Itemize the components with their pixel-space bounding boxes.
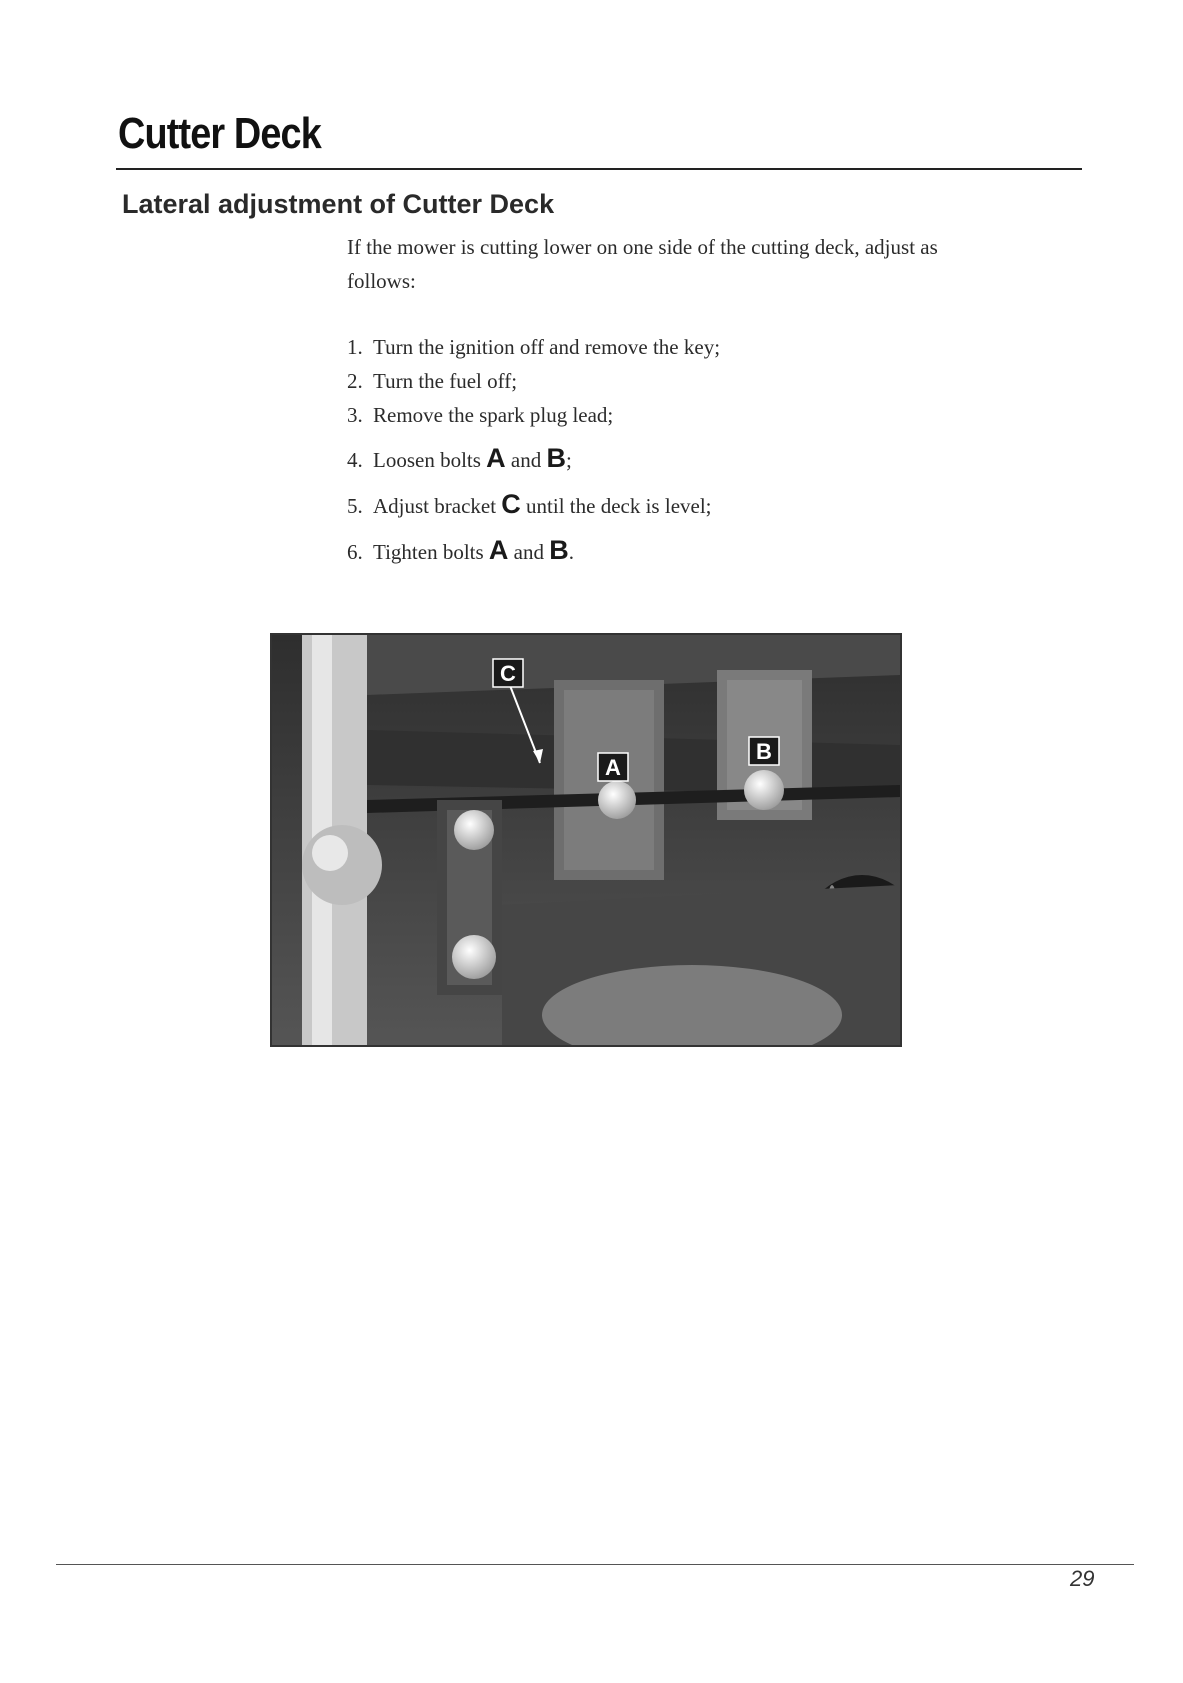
step-text-post: ; <box>566 448 572 472</box>
step-6 <box>347 530 1047 576</box>
step-text-pre: Adjust bracket <box>373 494 502 518</box>
step-3 <box>347 398 1047 438</box>
footer-rule <box>56 1564 1134 1565</box>
step-number: 5. <box>347 494 363 518</box>
step-number: 6. <box>347 540 363 564</box>
title-rule <box>116 168 1082 170</box>
step-text: Remove the spark plug lead; <box>373 403 614 427</box>
step-text-pre: Tighten bolts <box>373 540 489 564</box>
section-title: Cutter Deck <box>118 109 321 158</box>
cutter-deck-photo <box>270 633 902 1047</box>
step-number: 4. <box>347 448 363 472</box>
step-4 <box>347 438 1047 484</box>
step-1 <box>347 330 1047 364</box>
step-number: 3. <box>347 403 363 427</box>
cutter-deck-photo-illustration <box>272 635 900 1045</box>
step-2 <box>347 364 1047 398</box>
intro-line-1: If the mower is cutting lower on one side of the cutting deck, adjust as <box>347 235 938 259</box>
photo-label-b: B <box>756 739 772 764</box>
page-number: 29 <box>1070 1566 1095 1591</box>
step-text-mid: and <box>508 540 550 564</box>
bolt-a-label: A <box>488 535 509 565</box>
step-number: 1. <box>347 335 363 359</box>
step-text-post: until the deck is level; <box>520 494 712 518</box>
step-text-pre: Loosen bolts <box>373 448 487 472</box>
bolt-a-label: A <box>486 443 506 473</box>
intro-line-2: follows: <box>347 269 416 293</box>
step-5 <box>347 484 1047 530</box>
step-text-mid: and <box>505 448 547 472</box>
step-text: Turn the fuel off; <box>373 369 518 393</box>
intro-paragraph <box>347 230 1047 298</box>
bolt-b-label: B <box>549 535 569 565</box>
steps-list <box>347 330 1047 576</box>
bolt-b-label: B <box>546 443 566 473</box>
bracket-c-label: C <box>501 489 521 519</box>
photo-label-c: C <box>500 661 516 686</box>
photo-label-a: A <box>605 755 621 780</box>
step-number: 2. <box>347 369 363 393</box>
step-text-post: . <box>568 540 574 564</box>
step-text: Turn the ignition off and remove the key; <box>373 335 721 359</box>
subsection-title: Lateral adjustment of Cutter Deck <box>122 189 555 219</box>
